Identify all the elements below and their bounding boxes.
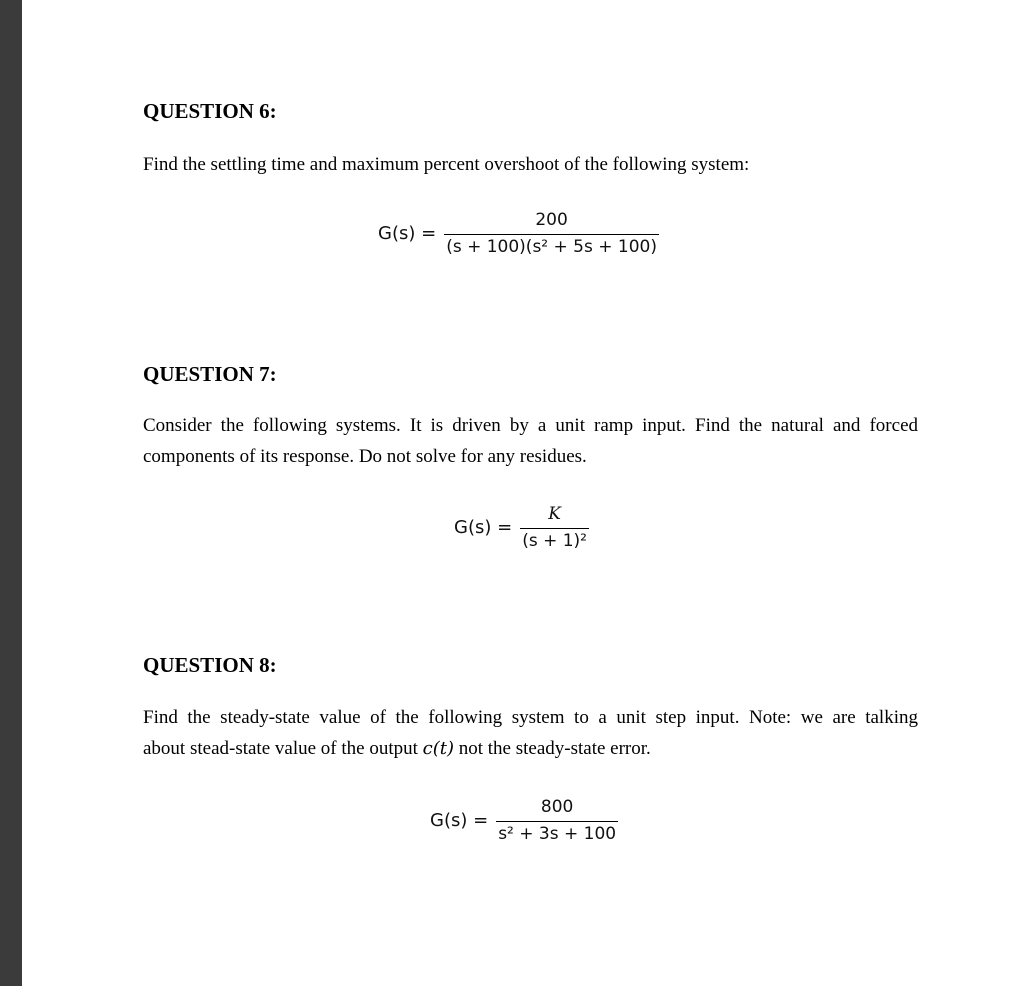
question-7-text-line-1: Consider the following systems. It is driven by a unit ramp input. Find the natural and forced	[143, 415, 918, 436]
equation-denominator: (s + 1)²	[522, 531, 587, 551]
equation-numerator: K	[548, 504, 561, 524]
output-variable: c(t)	[422, 738, 454, 759]
question-6-text	[143, 149, 918, 180]
question-8-text-pre: about stead-state value of the output	[143, 738, 423, 759]
equation-numerator: 200	[535, 210, 568, 230]
question-6-heading: QUESTION 6:	[143, 99, 277, 123]
question-8-text-line-1: Find the steady-state value of the following system to a unit step input. Note: we are talking	[143, 707, 918, 728]
question-6-equation	[378, 210, 659, 257]
equation-lhs: G(s) =	[378, 223, 437, 244]
equation-fraction	[520, 504, 589, 551]
question-8-equation	[430, 797, 618, 844]
viewer-sidebar-gutter	[0, 0, 22, 986]
document-page	[22, 0, 1024, 986]
question-8-text-post: not the steady-state error.	[454, 738, 651, 759]
question-8-text-line-2	[143, 733, 918, 764]
equation-lhs: G(s) =	[454, 517, 513, 538]
equation-numerator: 800	[540, 797, 574, 817]
question-8-text	[143, 702, 918, 764]
equation-denominator: s² + 3s + 100	[498, 824, 617, 844]
equation-denominator: (s + 100)(s² + 5s + 100)	[446, 237, 657, 257]
question-6-text-line: Find the settling time and maximum percent overshoot of the following system:	[143, 154, 750, 175]
question-8-heading: QUESTION 8:	[143, 653, 277, 677]
question-7-equation	[454, 504, 589, 551]
question-7-heading: QUESTION 7:	[143, 362, 277, 386]
equation-fraction	[496, 797, 618, 844]
question-7-text	[143, 410, 918, 472]
equation-lhs: G(s) =	[430, 810, 489, 831]
equation-fraction	[444, 210, 659, 257]
question-7-text-line-2: components of its response. Do not solve for any residues.	[143, 446, 587, 467]
